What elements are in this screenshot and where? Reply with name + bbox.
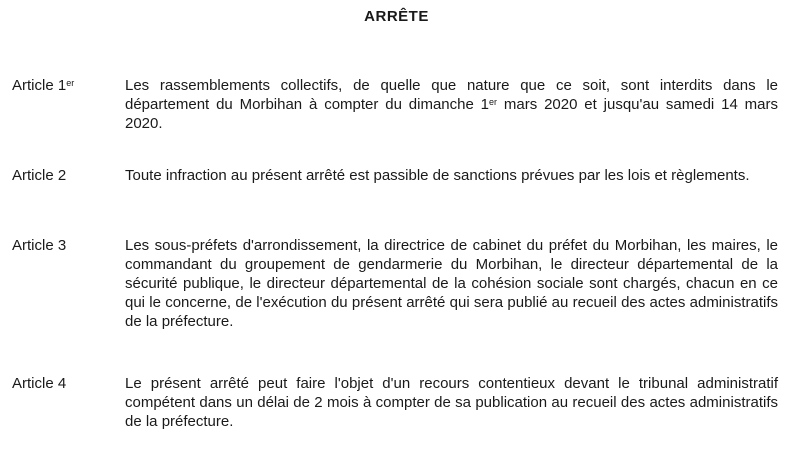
article-1-text [125, 76, 778, 133]
article-1-text-b: mars 2020 et jusqu'au samedi 14 mars 2020. [125, 96, 778, 132]
article-3-text: Les sous-préfets d'arrondissement, la directrice de cabinet du préfet du Morbihan, les maires, le commandant du groupement de gendarmerie du Morbihan, le directeur départemental de la sécurité publique, le directeur départemental de la cohésion sociale sont chargés, chacun en ce qui le concerne, de l'exécution du présent arrêté qui sera publié au recueil des actes administratifs de la préfecture. [125, 237, 778, 330]
article-4-label: Article 4 [12, 375, 67, 392]
document-title: ARRÊTE [364, 8, 429, 25]
article-1-text-a: Les rassemblements collectifs, de quelle que nature que ce soit, sont interdits dans le département du Morbihan à compter du dimanche 1 [125, 77, 778, 113]
article-4-text: Le présent arrêté peut faire l'objet d'un recours contentieux devant le tribunal administratif compétent dans un délai de 2 mois à compter de sa publication au recueil des actes administratifs de la préfecture. [125, 375, 778, 430]
article-3-label: Article 3 [12, 237, 67, 254]
article-1-text-sup: er [489, 97, 498, 107]
article-2-label: Article 2 [12, 167, 67, 184]
article-1-label-text: Article 1 [12, 77, 67, 94]
article-1-label [12, 76, 112, 95]
article-1-label-sup: er [66, 78, 75, 88]
article-2-text: Toute infraction au présent arrêté est passible de sanctions prévues par les lois et règlements. [125, 167, 750, 184]
